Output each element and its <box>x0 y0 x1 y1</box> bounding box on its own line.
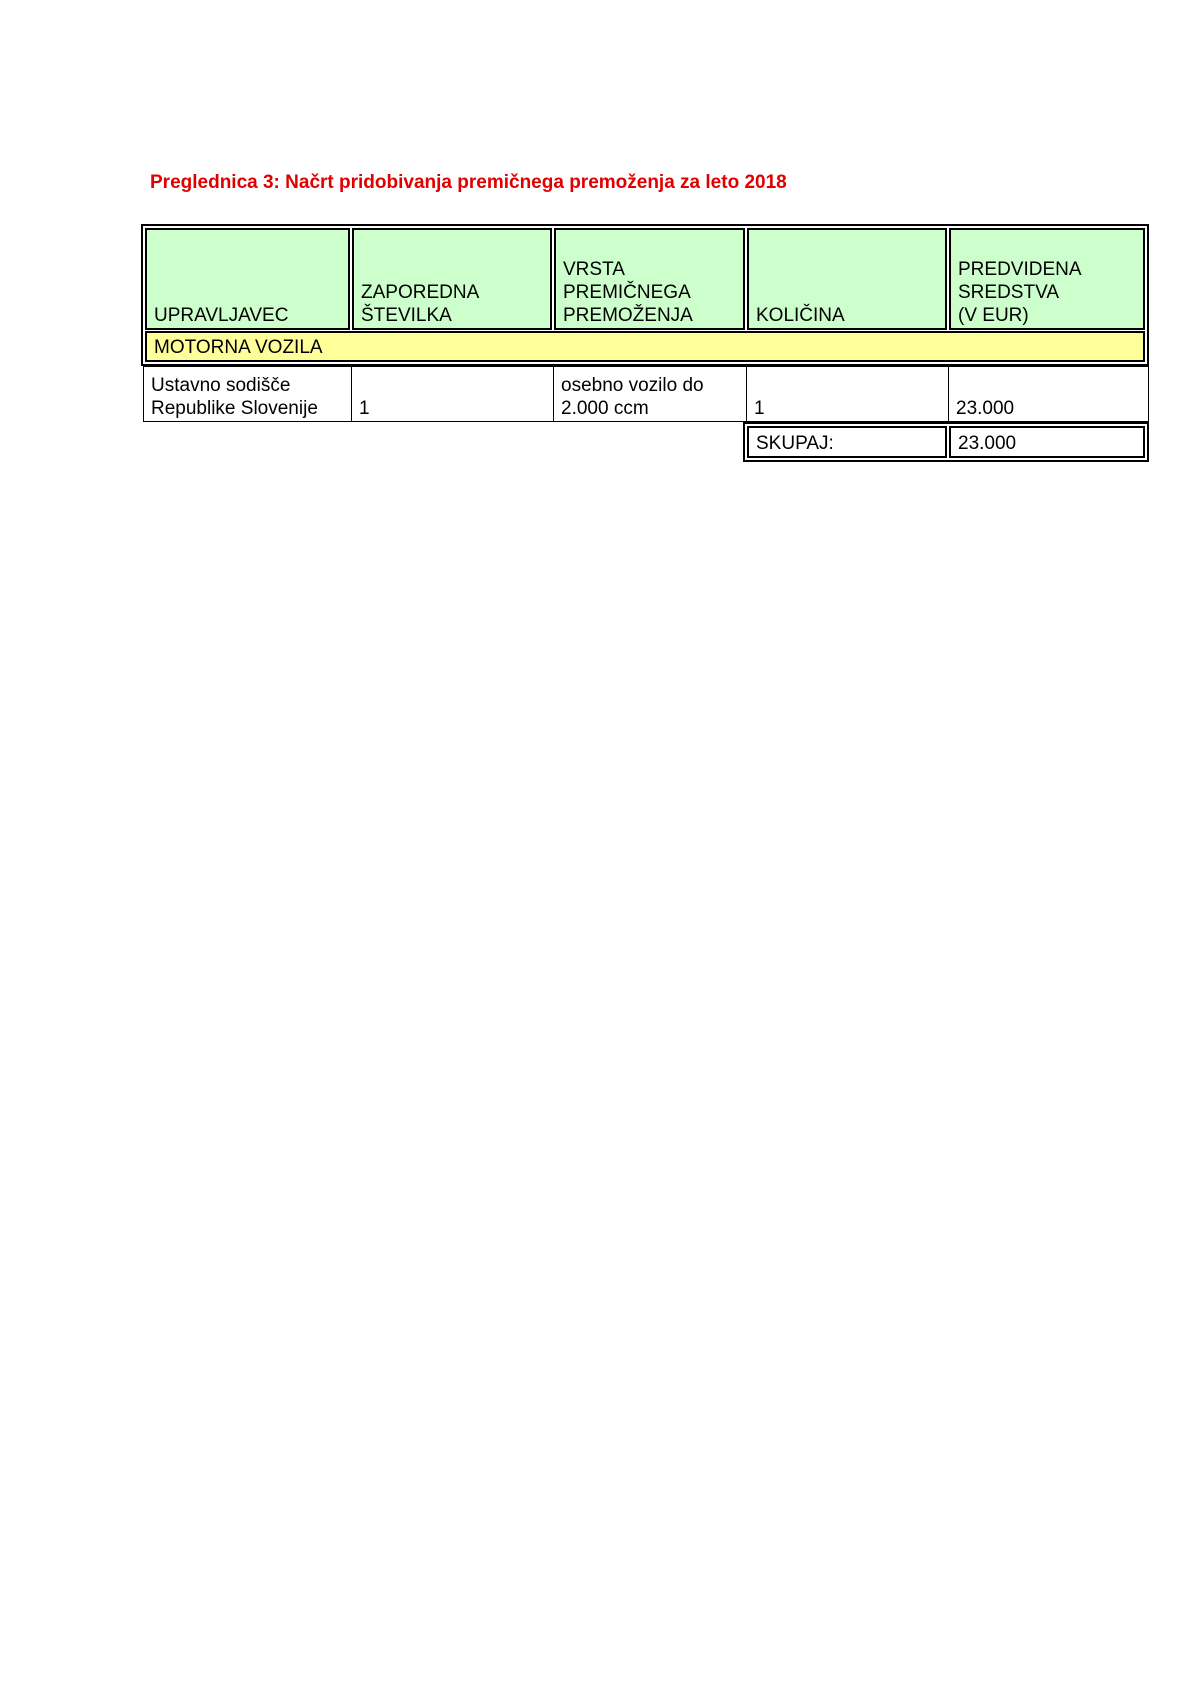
total-label-cell <box>747 426 947 458</box>
table-cell-quantity <box>746 366 949 422</box>
total-value: 23.000 <box>958 433 1017 454</box>
category-row <box>145 331 1145 362</box>
cell-text: Ustavno sodišče Republike Slovenije <box>151 375 318 419</box>
table-cell-planned-funds <box>948 366 1149 422</box>
table-cell-manager <box>143 366 352 422</box>
header-label: ZAPOREDNA ŠTEVILKA <box>361 282 480 326</box>
header-cell-serial-number <box>352 228 552 330</box>
total-label: SKUPAJ: <box>756 433 834 454</box>
header-cell-quantity <box>747 228 947 330</box>
cell-text: 1 <box>754 398 765 419</box>
category-label: MOTORNA VOZILA <box>154 337 323 358</box>
header-cell-asset-type <box>554 228 745 330</box>
header-cell-planned-funds <box>949 228 1145 330</box>
total-value-cell <box>949 426 1145 458</box>
header-label: KOLIČINA <box>756 305 845 326</box>
cell-text: 23.000 <box>956 398 1015 419</box>
header-label: PREDVIDENA SREDSTVA (V EUR) <box>958 259 1082 326</box>
header-label: UPRAVLJAVEC <box>154 305 289 326</box>
cell-text: 1 <box>359 398 370 419</box>
table-cell-serial-number <box>351 366 554 422</box>
header-cell-manager <box>145 228 350 330</box>
table-caption: Preglednica 3: Načrt pridobivanja premičnega premoženja za leto 2018 <box>150 172 787 193</box>
cell-text: osebno vozilo do 2.000 ccm <box>561 375 704 419</box>
table-cell-asset-type <box>553 366 747 422</box>
header-label: VRSTA PREMIČNEGA PREMOŽENJA <box>563 259 693 326</box>
